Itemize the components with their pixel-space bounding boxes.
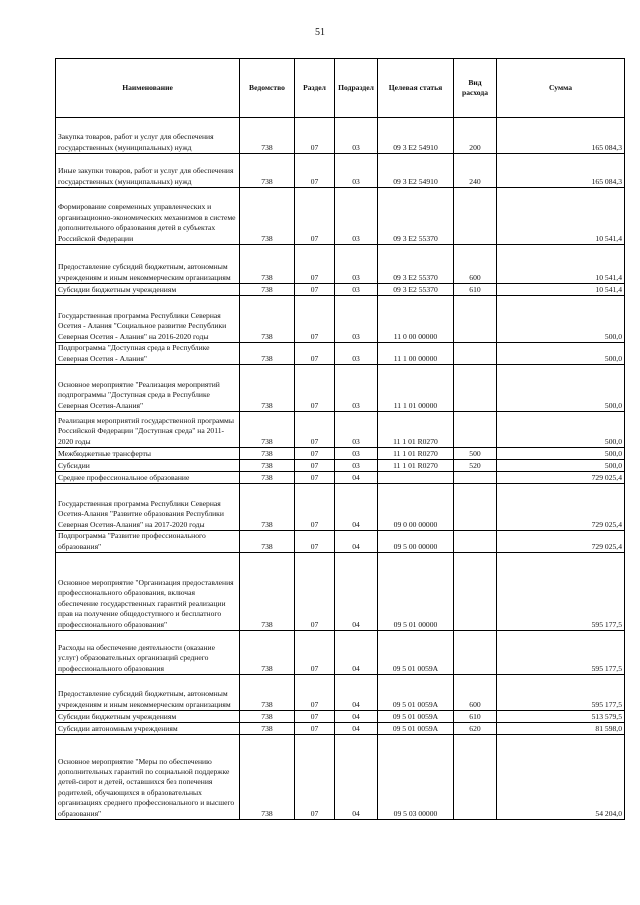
row-expense-type — [454, 296, 497, 343]
header-name: Наименование — [56, 59, 240, 118]
row-subsection: 03 — [335, 412, 378, 448]
row-sum: 165 084,3 — [497, 118, 625, 154]
row-department: 738 — [240, 412, 295, 448]
row-expense-type: 620 — [454, 723, 497, 735]
row-department: 738 — [240, 675, 295, 711]
row-target-article: 11 1 01 R0270 — [378, 448, 454, 460]
row-department: 738 — [240, 553, 295, 631]
row-name: Реализация мероприятий государственной программы Российской Федерации "Доступная среда" на 2011-2020 годы — [56, 412, 240, 448]
table-row — [56, 531, 625, 553]
row-section: 07 — [295, 118, 335, 154]
row-section: 07 — [295, 245, 335, 284]
header-sum: Сумма — [497, 59, 625, 118]
row-target-article: 09 5 01 0059A — [378, 711, 454, 723]
row-section: 07 — [295, 675, 335, 711]
row-sum: 81 598,0 — [497, 723, 625, 735]
header-target-article: Целевая статья — [378, 59, 454, 118]
table-row — [56, 284, 625, 296]
table-row — [56, 188, 625, 245]
row-target-article: 09 3 E2 55370 — [378, 245, 454, 284]
row-section: 07 — [295, 472, 335, 484]
row-department: 738 — [240, 296, 295, 343]
row-expense-type — [454, 412, 497, 448]
row-target-article: 09 0 00 00000 — [378, 484, 454, 531]
table-row — [56, 118, 625, 154]
row-section: 07 — [295, 448, 335, 460]
header-section: Раздел — [295, 59, 335, 118]
table-row — [56, 460, 625, 472]
row-department: 738 — [240, 343, 295, 365]
row-sum: 10 541,4 — [497, 188, 625, 245]
row-subsection: 04 — [335, 735, 378, 820]
row-department: 738 — [240, 154, 295, 188]
row-sum: 500,0 — [497, 343, 625, 365]
page-number: 51 — [315, 27, 325, 38]
row-sum: 500,0 — [497, 365, 625, 412]
row-department: 738 — [240, 118, 295, 154]
table-row — [56, 631, 625, 675]
row-name: Субсидии автономным учреждениям — [56, 723, 240, 735]
row-section: 07 — [295, 711, 335, 723]
row-sum: 500,0 — [497, 296, 625, 343]
row-target-article: 09 5 03 00000 — [378, 735, 454, 820]
row-sum: 729 025,4 — [497, 531, 625, 553]
row-name: Среднее профессиональное образование — [56, 472, 240, 484]
row-subsection: 04 — [335, 711, 378, 723]
row-sum: 500,0 — [497, 448, 625, 460]
row-expense-type: 610 — [454, 284, 497, 296]
row-expense-type: 500 — [454, 448, 497, 460]
row-target-article: 09 5 01 0059A — [378, 723, 454, 735]
table-row — [56, 675, 625, 711]
row-section: 07 — [295, 188, 335, 245]
table-row — [56, 723, 625, 735]
row-department: 738 — [240, 735, 295, 820]
row-subsection: 03 — [335, 296, 378, 343]
row-sum: 10 541,4 — [497, 245, 625, 284]
row-expense-type — [454, 631, 497, 675]
row-subsection: 03 — [335, 188, 378, 245]
row-target-article: 11 0 00 00000 — [378, 296, 454, 343]
row-sum: 500,0 — [497, 412, 625, 448]
row-name: Подпрограмма "Доступная среда в Республике Северная Осетия - Алания" — [56, 343, 240, 365]
row-sum: 513 579,5 — [497, 711, 625, 723]
row-subsection: 03 — [335, 154, 378, 188]
header-subsection: Подраздел — [335, 59, 378, 118]
row-section: 07 — [295, 631, 335, 675]
row-expense-type: 520 — [454, 460, 497, 472]
row-expense-type — [454, 188, 497, 245]
row-department: 738 — [240, 472, 295, 484]
table-row — [56, 296, 625, 343]
row-section: 07 — [295, 343, 335, 365]
row-sum: 595 177,5 — [497, 553, 625, 631]
row-name: Субсидии бюджетным учреждениям — [56, 711, 240, 723]
row-sum: 729 025,4 — [497, 472, 625, 484]
row-department: 738 — [240, 245, 295, 284]
row-section: 07 — [295, 412, 335, 448]
row-section: 07 — [295, 553, 335, 631]
row-expense-type: 610 — [454, 711, 497, 723]
row-name: Формирование современных управленческих и организационно-экономических механизмов в системе дополнительного образования детей в субъектах Российской Федерации — [56, 188, 240, 245]
row-expense-type — [454, 531, 497, 553]
row-department: 738 — [240, 188, 295, 245]
row-sum: 729 025,4 — [497, 484, 625, 531]
table-row — [56, 472, 625, 484]
row-section: 07 — [295, 296, 335, 343]
table-header-row — [56, 59, 625, 118]
row-subsection: 03 — [335, 343, 378, 365]
row-sum: 54 204,0 — [497, 735, 625, 820]
row-name: Основное мероприятие "Организация предоставления профессионального образования, включая обеспечение государственных гарантий реализации прав на получение общедоступного и бесплатного профессионального образования" — [56, 553, 240, 631]
row-department: 738 — [240, 711, 295, 723]
row-target-article: 09 3 E2 55370 — [378, 188, 454, 245]
table-row — [56, 711, 625, 723]
row-section: 07 — [295, 723, 335, 735]
row-subsection: 04 — [335, 531, 378, 553]
row-target-article: 11 1 00 00000 — [378, 343, 454, 365]
row-target-article — [378, 472, 454, 484]
row-expense-type: 600 — [454, 245, 497, 284]
row-expense-type — [454, 553, 497, 631]
table-row — [56, 448, 625, 460]
row-target-article: 11 1 01 00000 — [378, 365, 454, 412]
row-name: Межбюджетные трансферты — [56, 448, 240, 460]
row-department: 738 — [240, 460, 295, 472]
budget-table — [55, 58, 625, 820]
row-section: 07 — [295, 484, 335, 531]
row-target-article: 11 1 01 R0270 — [378, 412, 454, 448]
row-expense-type: 240 — [454, 154, 497, 188]
table-row — [56, 154, 625, 188]
row-section: 07 — [295, 460, 335, 472]
row-subsection: 04 — [335, 631, 378, 675]
row-target-article: 09 3 E2 54910 — [378, 118, 454, 154]
row-subsection: 04 — [335, 675, 378, 711]
row-subsection: 03 — [335, 365, 378, 412]
row-expense-type — [454, 365, 497, 412]
row-name: Основное мероприятие "Меры по обеспечению дополнительных гарантий по социальной поддержке детей-сирот и детей, оставшихся без попечения родителей, обучающихся в образовательных организациях среднего профессионального и высшего образования" — [56, 735, 240, 820]
table-row — [56, 484, 625, 531]
row-department: 738 — [240, 284, 295, 296]
row-target-article: 09 5 01 0059A — [378, 631, 454, 675]
row-sum: 10 541,4 — [497, 284, 625, 296]
row-name: Подпрограмма "Развитие профессионального образования" — [56, 531, 240, 553]
row-name: Предоставление субсидий бюджетным, автономным учреждениям и иным некоммерческим организациям — [56, 245, 240, 284]
row-subsection: 03 — [335, 118, 378, 154]
row-expense-type: 200 — [454, 118, 497, 154]
row-name: Предоставление субсидий бюджетным, автономным учреждениям и иным некоммерческим организациям — [56, 675, 240, 711]
header-department: Ведомство — [240, 59, 295, 118]
row-name: Расходы на обеспечение деятельности (оказание услуг) образовательных организаций среднего профессионального образования — [56, 631, 240, 675]
row-section: 07 — [295, 531, 335, 553]
row-name: Субсидии — [56, 460, 240, 472]
row-department: 738 — [240, 723, 295, 735]
row-target-article: 09 3 E2 55370 — [378, 284, 454, 296]
row-expense-type — [454, 484, 497, 531]
row-department: 738 — [240, 484, 295, 531]
row-expense-type — [454, 735, 497, 820]
row-sum: 165 084,3 — [497, 154, 625, 188]
row-subsection: 03 — [335, 245, 378, 284]
row-target-article: 09 5 01 0059A — [378, 675, 454, 711]
row-subsection: 03 — [335, 284, 378, 296]
header-expense-type: Вид расхода — [454, 59, 497, 118]
table-row — [56, 343, 625, 365]
row-section: 07 — [295, 735, 335, 820]
row-sum: 595 177,5 — [497, 675, 625, 711]
row-name: Иные закупки товаров, работ и услуг для обеспечения государственных (муниципальных) нужд — [56, 154, 240, 188]
row-subsection: 04 — [335, 472, 378, 484]
row-section: 07 — [295, 365, 335, 412]
row-name: Государственная программа Республики Северная Осетия-Алания "Развитие образования Республики Северная Осетия-Алания" на 2017-2020 годы — [56, 484, 240, 531]
row-department: 738 — [240, 365, 295, 412]
row-subsection: 04 — [335, 723, 378, 735]
row-name: Субсидии бюджетным учреждениям — [56, 284, 240, 296]
row-expense-type — [454, 472, 497, 484]
row-department: 738 — [240, 531, 295, 553]
table-row — [56, 735, 625, 820]
row-subsection: 03 — [335, 448, 378, 460]
row-subsection: 04 — [335, 484, 378, 531]
row-name: Государственная программа Республики Северная Осетия - Алания "Социальное развитие Республики Северная Осетия - Алания" на 2016-2020 годы — [56, 296, 240, 343]
row-target-article: 09 3 E2 54910 — [378, 154, 454, 188]
row-department: 738 — [240, 448, 295, 460]
row-subsection: 03 — [335, 460, 378, 472]
table-row — [56, 245, 625, 284]
row-sum: 500,0 — [497, 460, 625, 472]
table-row — [56, 365, 625, 412]
row-expense-type: 600 — [454, 675, 497, 711]
row-target-article: 11 1 01 R0270 — [378, 460, 454, 472]
row-sum: 595 177,5 — [497, 631, 625, 675]
row-name: Основное мероприятие "Реализация мероприятий подпрограммы "Доступная среда в Республике Северная Осетия-Алания" — [56, 365, 240, 412]
row-name: Закупка товаров, работ и услуг для обеспечения государственных (муниципальных) нужд — [56, 118, 240, 154]
table-row — [56, 553, 625, 631]
row-target-article: 09 5 01 00000 — [378, 553, 454, 631]
row-target-article: 09 5 00 00000 — [378, 531, 454, 553]
row-section: 07 — [295, 154, 335, 188]
table-row — [56, 412, 625, 448]
row-subsection: 04 — [335, 553, 378, 631]
row-department: 738 — [240, 631, 295, 675]
row-expense-type — [454, 343, 497, 365]
row-section: 07 — [295, 284, 335, 296]
